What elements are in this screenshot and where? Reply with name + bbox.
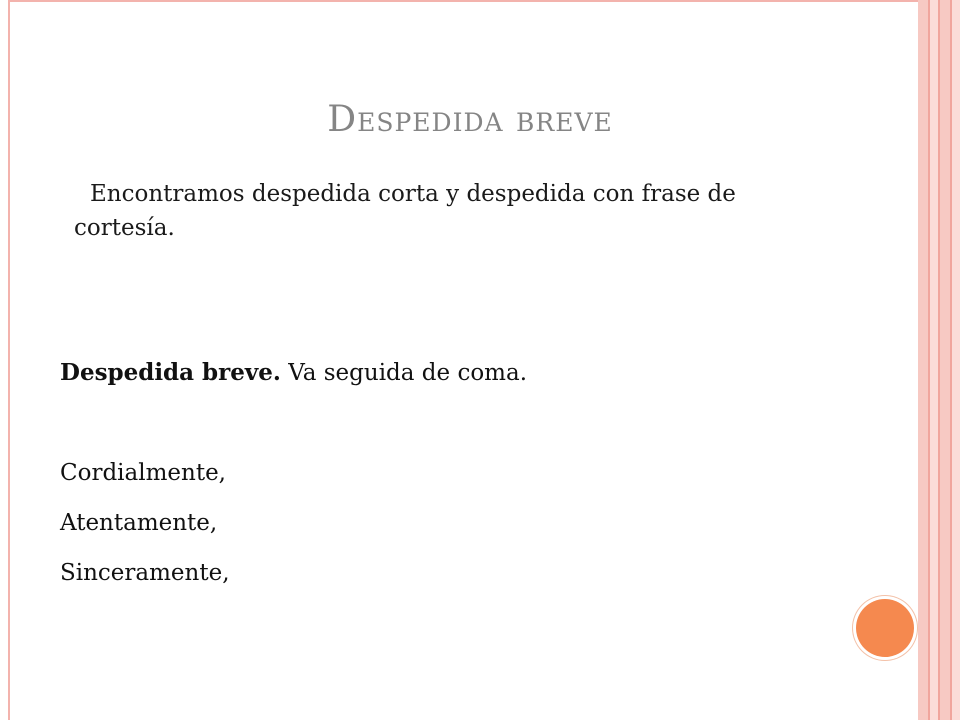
decorative-stripe <box>940 0 950 720</box>
closing-item: Cordialmente, <box>60 460 226 486</box>
slide-title: Despedida breve <box>327 99 613 140</box>
frame-left-border <box>8 0 10 720</box>
rule-line <box>60 356 860 390</box>
orange-circle-decoration <box>856 599 914 657</box>
rule-description: Va seguida de coma. <box>288 360 528 386</box>
decorative-stripe <box>952 0 960 720</box>
closings-list <box>60 448 660 598</box>
intro-paragraph: Encontramos despedida corta y despedida con frase de cortesía. <box>74 181 736 241</box>
closing-item: Atentamente, <box>60 510 218 536</box>
decorative-stripe <box>918 0 928 720</box>
closing-item: Sinceramente, <box>60 560 230 586</box>
rule-term: Despedida breve. <box>60 359 281 386</box>
decorative-stripe <box>930 0 938 720</box>
frame-top-border <box>8 0 918 2</box>
